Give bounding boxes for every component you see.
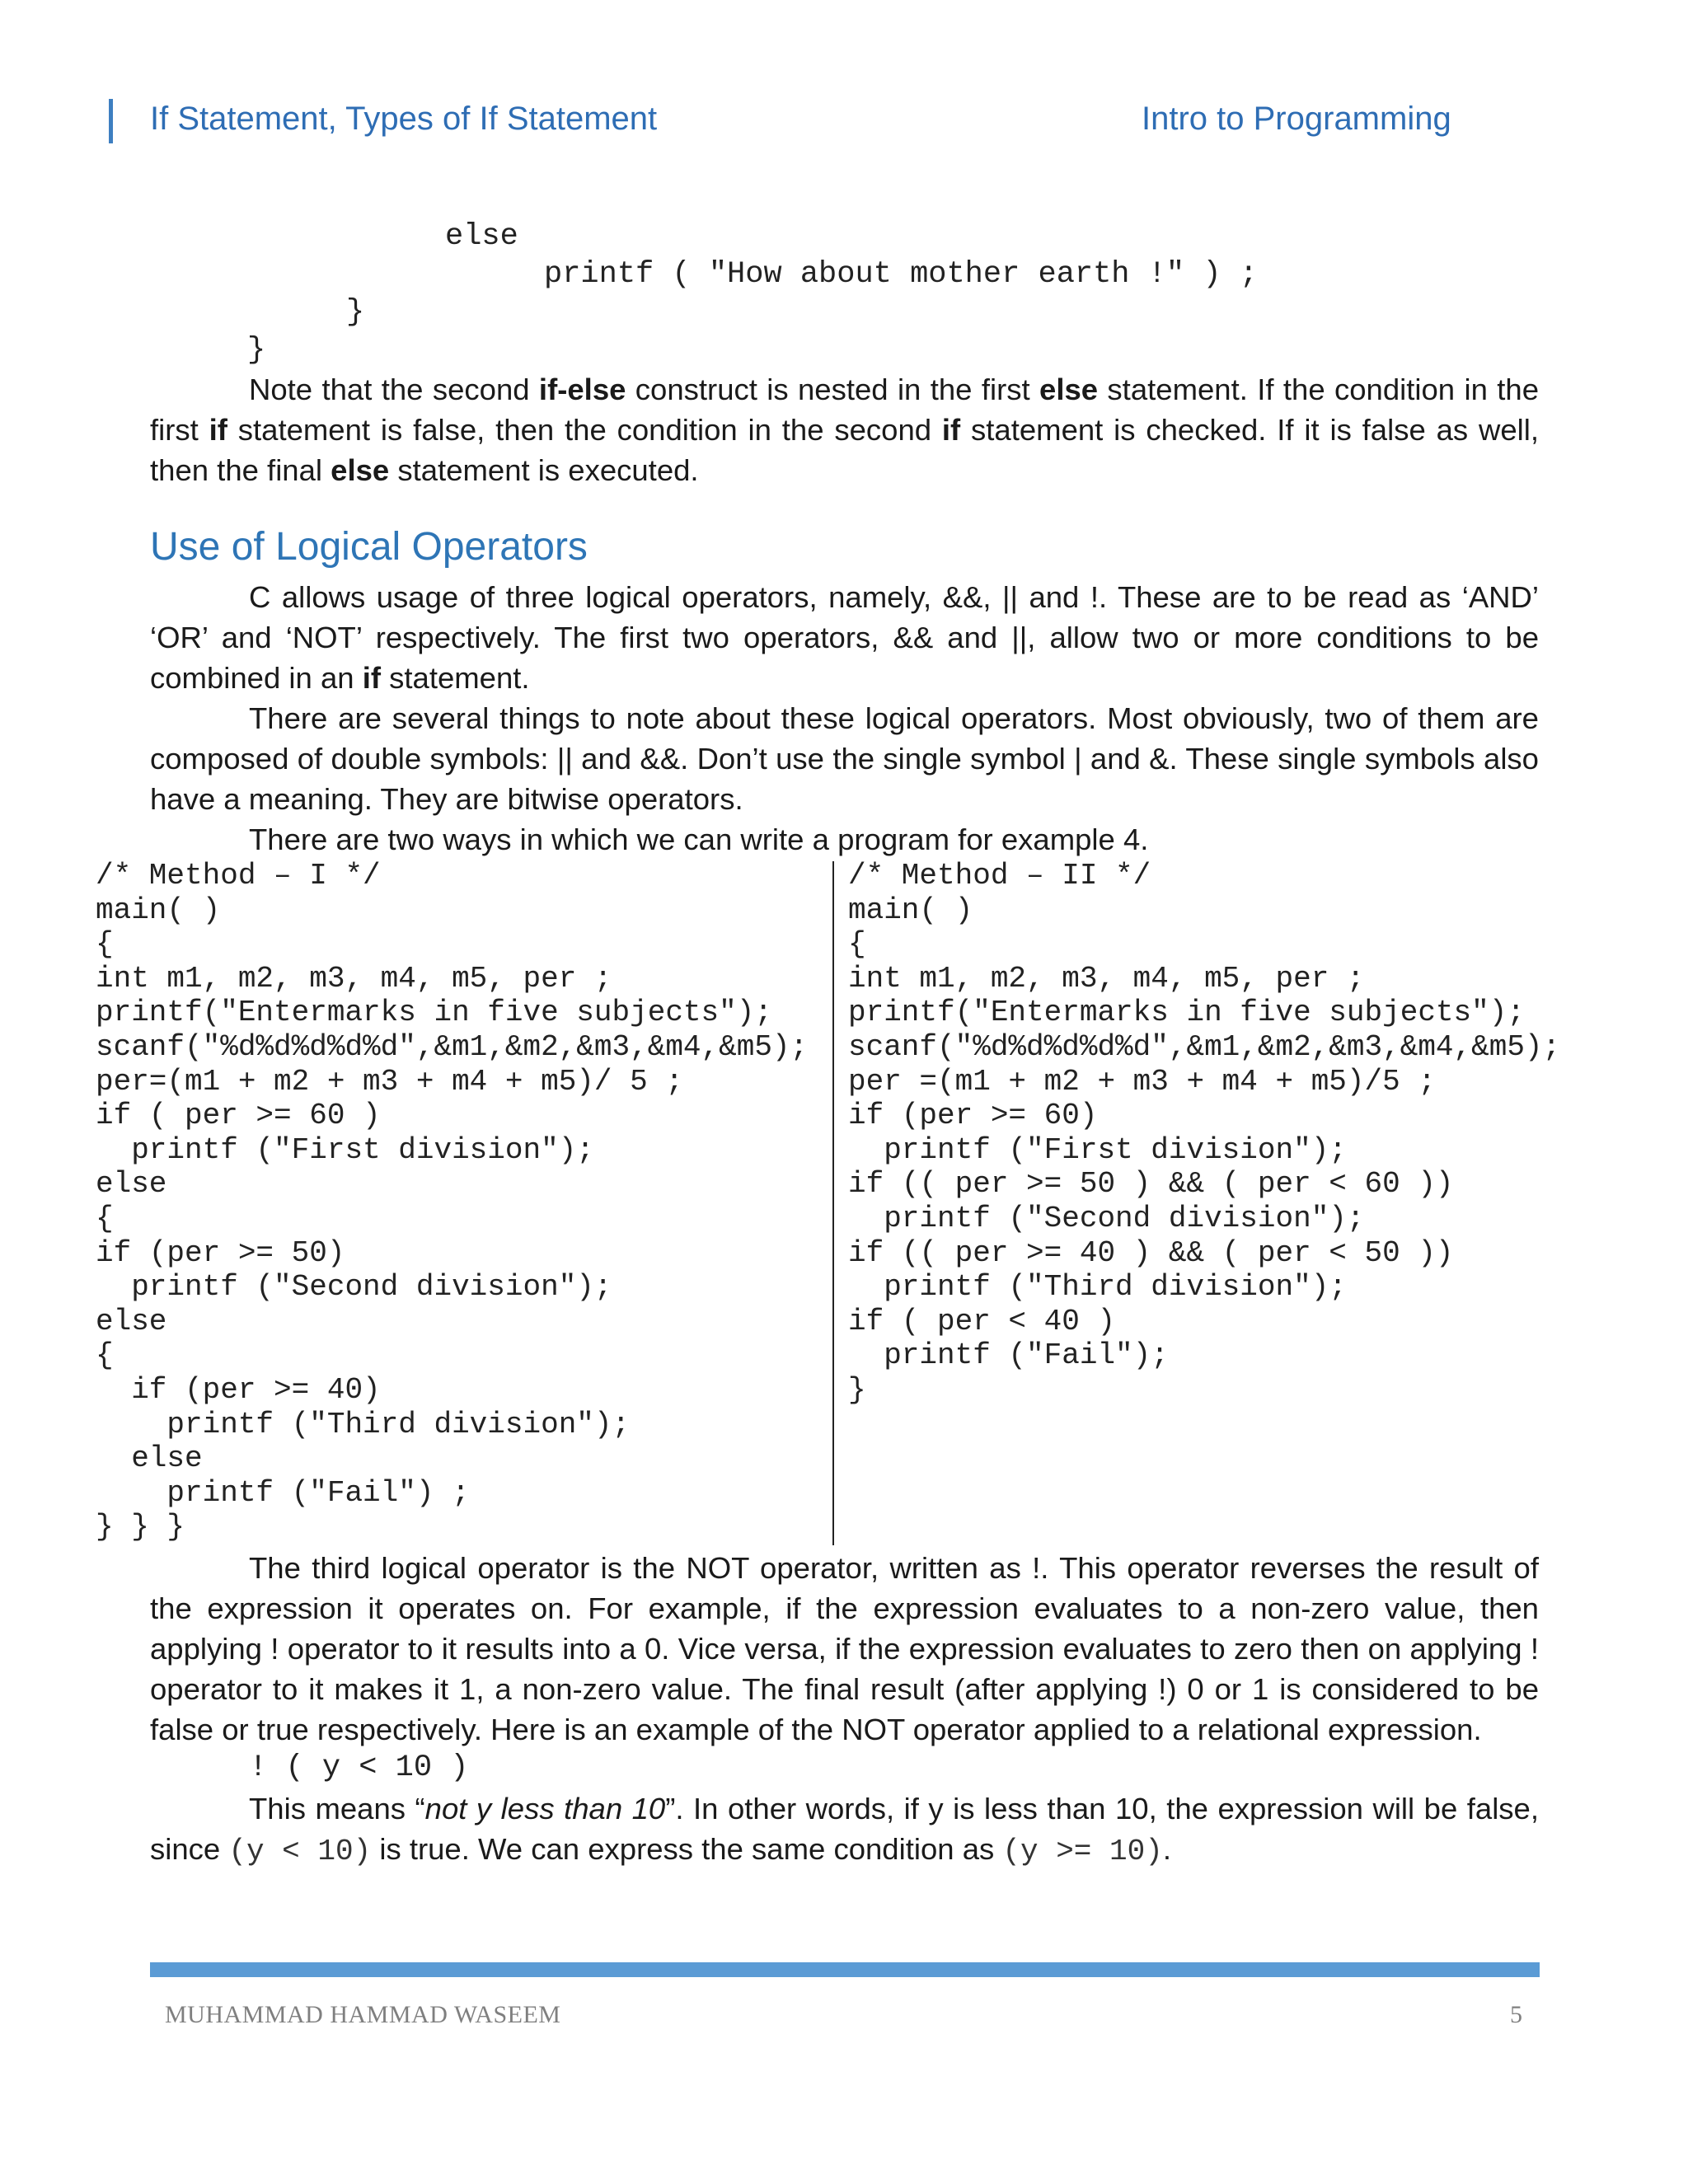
code-line-printf: printf ( "How about mother earth !" ) ; — [544, 257, 1258, 292]
footer-author: MUHAMMAD HAMMAD WASEEM — [165, 2001, 561, 2028]
paragraph-not-meaning: This means “not y less than 10”. In other words, if y is less than 10, the expression will be false, since (y < 10) is true. We can express the same condition as (y >= 10). — [150, 1792, 1539, 1868]
paragraph-nested-if-note: Note that the second if-else construct is nested in the first else statement. If the condition in the first if statement is false, then the condition in the second if statement is checked. If it is false as well, then the final else statement is executed. — [150, 373, 1539, 487]
footer-page-number: 5 — [1510, 2001, 1522, 2028]
paragraph-double-symbols: There are several things to note about these logical operators. Most obviously, two of them are composed of double symbols: || and &&. Don’t use the single symbol | and &. These single symbols also have a meaning. They are bitwise operators. — [150, 701, 1539, 816]
header-accent-bar — [109, 99, 113, 143]
code-line-brace-inner: } — [346, 295, 365, 330]
header-chapter-title: If Statement, Types of If Statement — [150, 101, 658, 137]
header-course-title: Intro to Programming — [1142, 101, 1451, 137]
paragraph-two-ways: There are two ways in which we can write a program for example 4. — [249, 823, 1149, 856]
code-line-else: else — [445, 219, 518, 254]
code-method-one: /* Method – I */ main( ) { int m1, m2, m3, m4, m5, per ; printf("Entermarks in five subjects"); scanf("%d%d%d%d%d",&m1,&m2,&m3,&m4,&m5); per=(m1 + m2 + m3 + m4 + m5)/ 5 ; if ( per >= 60 ) printf ("First division"); else { if (per >= 50) printf ("Second division"); else { if (per >= 40) printf ("Third division"); else printf ("Fail") ; } } } — [96, 859, 809, 1544]
paragraph-logical-operators-intro: C allows usage of three logical operators, namely, &&, || and !. These are to be read as ‘AND’ ‘OR’ and ‘NOT’ respectively. The first two operators, && and ||, allow two or more conditions to be combined in an if statement. — [150, 580, 1539, 695]
code-method-two: /* Method – II */ main( ) { int m1, m2, m3, m4, m5, per ; printf("Entermarks in five subjects"); scanf("%d%d%d%d%d",&m1,&m2,&m3,&m4,&m5); per =(m1 + m2 + m3 + m4 + m5)/5 ; if (per >= 60) printf ("First division"); if (( per >= 50 ) && ( per < 60 )) printf ("Second division"); if (( per >= 40 ) && ( per < 50 )) printf ("Third division"); if ( per < 40 ) printf ("Fail"); } — [848, 859, 1561, 1407]
code-not-example: ! ( y < 10 ) — [249, 1750, 469, 1785]
paragraph-not-operator: The third logical operator is the NOT operator, written as !. This operator reverses the result of the expression it operates on. For example, if the expression evaluates to a non-zero value, then applying ! operator to it results into a 0. Vice versa, if the expression evaluates to zero then on applying ! operator to it makes it 1, a non-zero value. The final result (after applying !) 0 or 1 is considered to be false or true respectively. Here is an example of the NOT operator applied to a relational expression. — [150, 1551, 1539, 1746]
section-heading: Use of Logical Operators — [150, 525, 588, 569]
code-line-brace-outer: } — [247, 333, 266, 368]
footer-bar — [150, 1962, 1540, 1977]
code-column-divider — [832, 861, 834, 1545]
